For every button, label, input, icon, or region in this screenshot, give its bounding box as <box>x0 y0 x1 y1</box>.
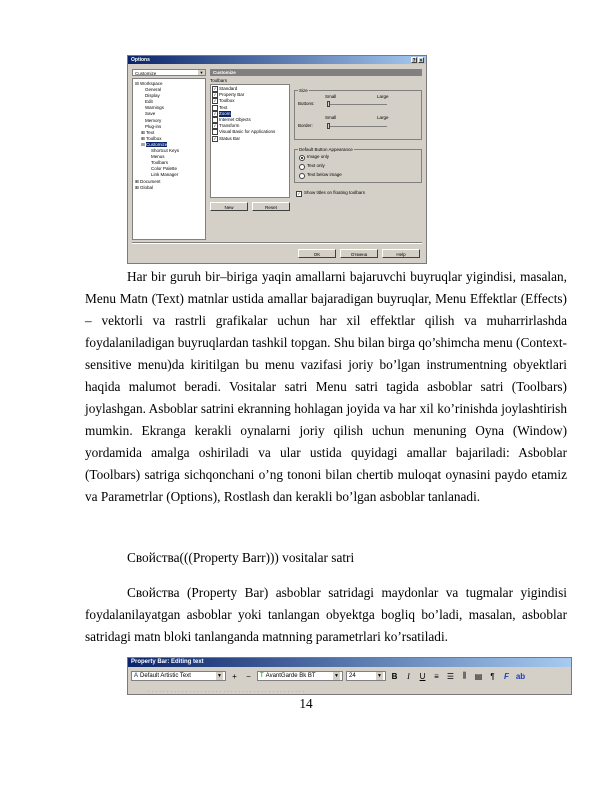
toolbars-label: Toolbars <box>210 78 228 83</box>
buttons-size-label: Buttons: <box>298 101 315 106</box>
tree-node[interactable]: Warnings <box>145 105 164 111</box>
property-bar-screenshot <box>127 657 572 695</box>
show-titles-checkbox[interactable]: ✓ <box>297 191 301 196</box>
tree-node[interactable]: Save <box>145 111 156 117</box>
add-preset-icon[interactable]: + <box>232 671 237 681</box>
toolbar-item-selected[interactable]: ✓ Zoom <box>213 110 231 116</box>
dialog-window-controls <box>411 57 424 63</box>
reset-button[interactable]: Reset <box>252 202 290 211</box>
chevron-down-icon: ▼ <box>334 673 339 679</box>
checkbox[interactable] <box>212 129 218 135</box>
toolbar-item[interactable]: ✓ Status Bar <box>213 135 241 141</box>
checkbox[interactable] <box>212 105 218 111</box>
toolbar-item[interactable]: ✓ Property Bar <box>213 92 245 98</box>
font-size-value: 24 <box>349 673 356 679</box>
text-style-value: Default Artistic Text <box>140 673 191 679</box>
buttons-size-slider-thumb[interactable] <box>327 101 330 107</box>
remove-preset-icon[interactable]: − <box>246 671 251 681</box>
border-size-slider[interactable] <box>327 126 387 127</box>
tree-node[interactable]: Plug-ins <box>145 123 162 129</box>
radio-text-below-image[interactable] <box>299 173 305 179</box>
size-group-label: Size <box>299 88 308 93</box>
tree-node[interactable]: ⊟ Workspace <box>135 81 163 86</box>
character-format-icon[interactable]: F <box>504 671 509 681</box>
checkbox[interactable]: ✓ <box>213 123 217 129</box>
appearance-group <box>294 149 422 183</box>
radio-text-only-label: Text only <box>307 163 325 168</box>
chevron-down-icon: ▼ <box>377 673 382 679</box>
tree-node[interactable]: ⊞ Document <box>135 178 161 184</box>
paragraph-property-bar: Свойства (Property Bar) asboblar satridagi maydonlar va tugmalar yigindisi foydalanilayatgan asboblar yoki tanlangan obyektga bogliq bo’ladi, masalan, asboblar satridagi matn bloki tanlanganda matnning parametrlari ko’rsatiladi. <box>85 585 567 644</box>
text-style-combo[interactable] <box>131 671 226 681</box>
tree-node[interactable]: Color Palette <box>151 166 178 172</box>
radio-image-only[interactable] <box>299 155 305 161</box>
tree-node-selected[interactable]: ⊟ Customize <box>141 141 168 147</box>
columns-icon[interactable]: ⫼ <box>462 671 467 680</box>
new-button[interactable]: New <box>210 202 248 211</box>
toolbar-item[interactable]: Text <box>211 105 289 111</box>
ok-button[interactable]: OK <box>298 249 336 258</box>
tree-node[interactable]: Edit <box>145 99 153 105</box>
tree-node[interactable]: General <box>145 87 162 93</box>
border-small-label: Small <box>325 115 337 120</box>
tree-node[interactable]: Toolbars <box>151 160 169 166</box>
category-dropdown-value: Customize <box>135 71 157 76</box>
buttons-small-label: Small <box>325 94 337 99</box>
underline-icon[interactable]: U <box>419 671 426 681</box>
toolbars-list[interactable] <box>210 84 290 198</box>
help-button[interactable]: Help <box>382 249 420 258</box>
appearance-group-label: Default Button Appearance <box>299 147 353 152</box>
buttons-size-slider[interactable] <box>327 104 387 105</box>
options-dialog-screenshot <box>127 55 427 264</box>
toolbar-item[interactable]: ✓ Toolbox <box>213 98 235 104</box>
border-large-label: Large <box>377 115 389 120</box>
close-icon[interactable]: × <box>419 58 423 64</box>
font-list-combo[interactable] <box>257 671 343 681</box>
bullet-icon[interactable]: ☰ <box>446 671 455 681</box>
checkbox[interactable]: ✓ <box>213 110 217 116</box>
tree-node[interactable]: Memory <box>145 117 162 123</box>
dialog-title-bar <box>128 56 426 64</box>
align-icon[interactable]: ≡ <box>434 671 439 681</box>
help-icon[interactable]: ? <box>412 58 416 64</box>
font-type-icon: T <box>260 673 264 679</box>
border-size-slider-thumb[interactable] <box>327 123 330 129</box>
font-size-combo[interactable] <box>346 671 386 681</box>
font-list-value: AvantGarde Bk BT <box>265 673 316 679</box>
toolbar-item[interactable]: ✓ Standard <box>213 86 238 92</box>
section-heading-property-bar: Свойства(((Property Barr))) vositalar satri <box>127 550 355 565</box>
radio-text-below-image-label: Text below image <box>307 172 342 177</box>
text-style-icon: A <box>134 673 139 679</box>
toolbar-item[interactable]: ✓ Transform <box>213 123 240 129</box>
cancel-button[interactable]: Отмена <box>340 249 378 258</box>
page-header: Customize <box>210 69 422 76</box>
tree-node[interactable]: Shortcut Keys <box>151 148 180 154</box>
bold-icon[interactable]: B <box>391 671 398 681</box>
dialog-title: Options <box>131 57 150 63</box>
options-tree[interactable] <box>132 78 206 240</box>
property-bar-title: Property Bar: Editing text <box>128 658 571 667</box>
checkbox[interactable]: ✓ <box>213 135 217 141</box>
chevron-down-icon: ▼ <box>199 70 204 75</box>
tree-node[interactable]: ⊞ Toolbox <box>141 135 162 141</box>
chevron-down-icon: ▼ <box>217 673 222 679</box>
checkbox[interactable] <box>212 117 218 123</box>
italic-icon[interactable]: I <box>407 671 410 681</box>
checkbox[interactable]: ✓ <box>213 86 217 92</box>
property-bar-row <box>131 670 526 682</box>
radio-image-only-label: Image only <box>307 154 330 159</box>
checkbox[interactable]: ✓ <box>213 92 217 98</box>
buttons-large-label: Large <box>377 94 389 99</box>
border-size-label: Border: <box>298 123 313 128</box>
dialog-separator <box>132 242 422 244</box>
drop-cap-icon[interactable]: ▤ <box>474 671 483 681</box>
radio-text-only[interactable] <box>299 164 305 170</box>
edit-text-icon[interactable]: ab <box>515 671 526 681</box>
checkbox[interactable]: ✓ <box>213 98 217 104</box>
cropped-text-strip: . . . . . . . . . . . . . . . . . . . . . . . . . . . . . . . . . . . . . . . . . . <box>148 688 305 694</box>
toolbar-item[interactable]: Visual Basic for Applications <box>211 129 289 135</box>
paragraph-toolbars: Har bir guruh bir–biriga yaqin amallarni bajaruvchi buyruqlar yigindisi, masalan, Menu Matn (Text) matnlar ustida amallar bajaradigan buyruqlar, Menu Effektlar (Effects) – vektorli va rastrli grafikalar uchun har xil effektlar qilish va muharrirlashda foydalaniladigan buyruqlardan tashkil topgan. Shu bilan birga qo’shimcha menu (Context-sensitive menu)da kiritilgan bu menu vazifasi joriy bo’lgan instrumentning obyektlari haqida malumot beradi. Vositalar satri Menu satri tagida asboblar satri (Toolbars) joylashgan. Asboblar satrini ekranning hohlagan joyida va har xil ko’rinishda joylashtirish mumkin. Ekranga kerakli oynalarni joriy qilish uchun menuning Oyna (Window) yordamida amalga oshiriladi va ular ustida quyidagi amallar bajariladi: Asboblar (Toolbars) satriga sichqonchani o’ng tononi bilan chertib muloqat oynasini paydo etamiz va Parametrlar (Options), Rostlash dan kerakli bo’lgan asboblar tanlanadi. <box>85 269 567 504</box>
toolbar-item[interactable]: Internet Objects <box>211 117 289 123</box>
tree-node[interactable]: ⊞ Text <box>141 129 155 135</box>
tree-node[interactable]: Menus <box>151 154 165 160</box>
tree-node[interactable]: Link Manager <box>151 172 179 178</box>
tree-node[interactable]: Display <box>145 93 160 99</box>
size-group <box>294 90 422 140</box>
show-titles-label: Show titles on floating toolbars <box>304 190 366 195</box>
tree-node[interactable]: ⊞ Global <box>135 184 154 190</box>
paragraph-icon[interactable]: ¶ <box>490 671 495 681</box>
page-number: 14 <box>299 696 313 711</box>
category-dropdown[interactable] <box>132 69 206 76</box>
